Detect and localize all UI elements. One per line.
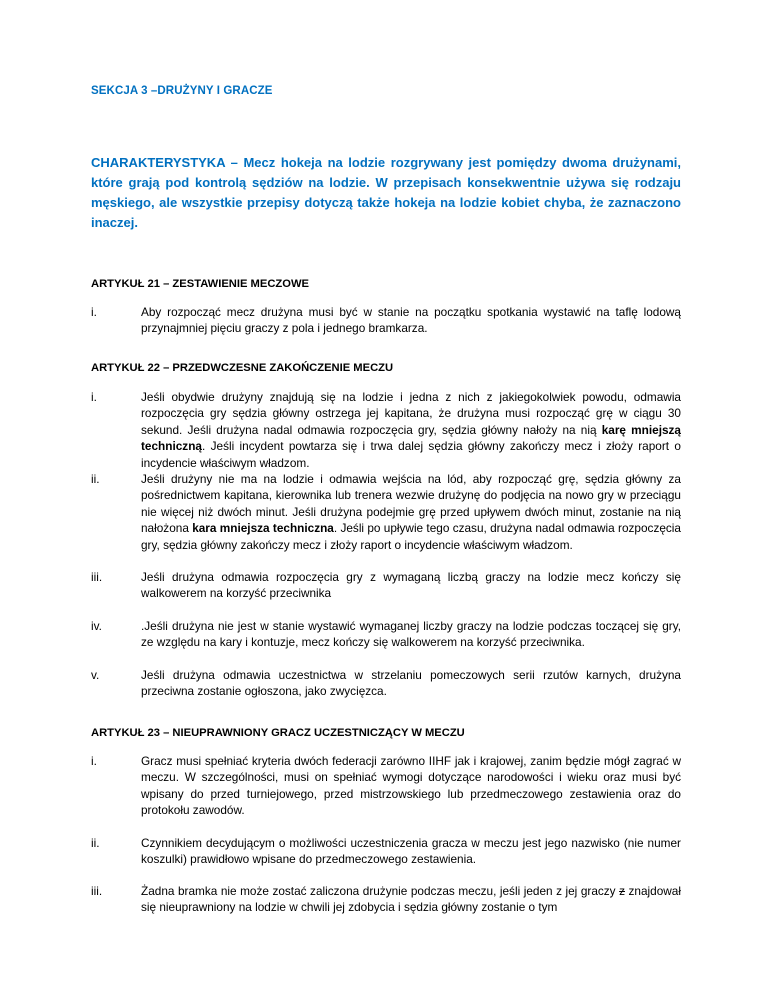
item-text: .Jeśli drużyna nie jest w stanie wystawić wymaganej liczby graczy na lodzie podczas toczącej się gry, ze względu na kary i kontuzje, mecz kończy się walkowerem na korzyść przeciwnika.	[141, 619, 681, 650]
item-number: i.	[91, 390, 97, 404]
item-number: ii.	[91, 836, 100, 850]
article-22-heading: ARTYKUŁ 22 – PRZEDWCZESNE ZAKOŃCZENIE MECZU	[91, 362, 394, 374]
article-22-item-iii	[91, 569, 681, 602]
bold-term: kara mniejsza techniczna	[192, 521, 334, 536]
article-22-item-ii	[91, 471, 681, 553]
item-number: ii.	[91, 472, 100, 486]
section-title: SEKCJA 3 –DRUŻYNY I GRACZE	[91, 85, 273, 97]
article-22-item-iv	[91, 618, 681, 651]
characteristics-paragraph: CHARAKTERYSTYKA – Mecz hokeja na lodzie rozgrywany jest pomiędzy dwoma drużynami, które grają pod kontrolą sędziów na lodzie. W przepisach konsekwentnie używa się rodzaju męskiego, ale wszystkie przepisy dotyczą także hokeja na lodzie kobiet chyba, że zaznaczono inaczej.	[91, 155, 681, 230]
article-23-heading: ARTYKUŁ 23 – NIEUPRAWNIONY GRACZ UCZESTNICZĄCY W MECZU	[91, 727, 465, 739]
item-number: iii.	[91, 884, 103, 898]
item-text: Jeśli drużyna odmawia uczestnictwa w strzelaniu pomeczowych serii rzutów karnych, drużyna przeciwna zostanie ogłoszona, jako zwycięzca.	[141, 668, 681, 699]
struck-text: z	[619, 884, 625, 898]
item-number: i.	[91, 754, 97, 768]
item-number: iii.	[91, 570, 103, 584]
article-22-item-v	[91, 667, 681, 700]
item-text: Aby rozpocząć mecz drużyna musi być w stanie na początku spotkania wystawić na taflę lodową przynajmniej pięciu graczy z pola i jednego bramkarza.	[141, 305, 681, 336]
article-21-item-i	[91, 304, 681, 337]
item-number: i.	[91, 305, 97, 319]
item-number: v.	[91, 668, 100, 682]
article-23-item-iii	[91, 883, 681, 916]
item-text: Gracz musi spełniać kryteria dwóch federacji zarówno IIHF jak i krajowej, zanim będzie mógł zagrać w meczu. W szczególności, musi on spełniać wymogi dotyczące narodowości i wieku oraz musi być wpisany do przed turniejowego, przed mistrzowskiego lub przedmeczowego zestawienia oraz do protokołu zawodów.	[141, 754, 681, 818]
item-text: Żadna bramka nie może zostać zaliczona drużynie podczas meczu, jeśli jeden z jej graczy z znajdował się nieuprawniony na lodzie w chwili jej zdobycia i sędzia główny zostanie o tym	[141, 884, 681, 915]
item-number: iv.	[91, 619, 102, 633]
item-text: Czynnikiem decydującym o możliwości uczestniczenia gracza w meczu jest jego nazwisko (nie numer koszulki) prawidłowo wpisane do przedmeczowego zestawienia.	[141, 836, 681, 867]
article-21-heading: ARTYKUŁ 21 – ZESTAWIENIE MECZOWE	[91, 278, 309, 290]
article-23-item-i	[91, 753, 681, 819]
item-text: Jeśli drużyny nie ma na lodzie i odmawia wejścia na lód, aby rozpocząć grę, sędzia główny za pośrednictwem kapitana, kierownika lub trenera wezwie drużynę do podjęcia na nowo gry w przeciągu nie więcej niż dwóch minut. Jeśli drużyna podejmie grę przed upływem dwóch minut, zostanie na nią nałożona kara mniejsza techniczna. Jeśli po upływie tego czasu, drużyna nadal odmawia rozpoczęcia gry, sędzia główny zakończy mecz i złoży raport o incydencie właściwym władzom.	[141, 472, 681, 552]
article-23-item-ii	[91, 835, 681, 868]
item-text: Jeśli obydwie drużyny znajdują się na lodzie i jedna z nich z jakiegokolwiek powodu, odmawia rozpoczęcia gry sędzia główny ostrzega jej kapitana, że drużyna musi rozpocząć grę w ciągu 30 sekund. Jeśli drużyna nadal odmawia rozpoczęcia gry, sędzia główny nałoży na nią karę mniejszą techniczną. Jeśli incydent powtarza się i trwa dalej sędzia główny zakończy mecz i złoży raport o incydencie właściwym władzom.	[141, 390, 681, 470]
bold-term: karę mniejszą techniczną	[141, 422, 681, 454]
article-22-item-i	[91, 389, 681, 471]
item-text: Jeśli drużyna odmawia rozpoczęcia gry z wymaganą liczbą graczy na lodzie mecz kończy się walkowerem na korzyść przeciwnika	[141, 570, 681, 601]
